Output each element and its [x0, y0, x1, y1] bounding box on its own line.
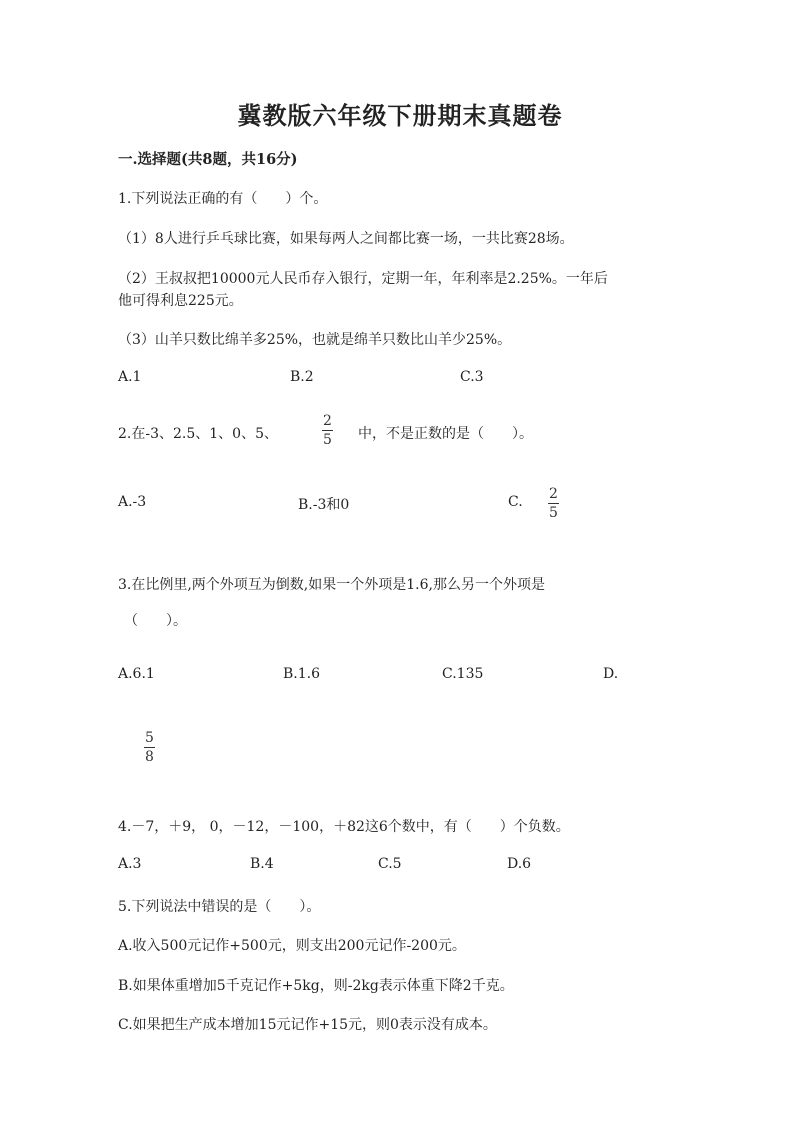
exam-title: 冀教版六年级下册期末真题卷 [237, 101, 563, 130]
q1-statement-2: （2）王叔叔把10000元人民币存入银行，定期一年，年利率是2.25%。一年后 [118, 271, 608, 287]
fraction-bar [144, 747, 155, 748]
q3-option-d: D. [603, 666, 619, 682]
q1-statement-2-cont: 他可得利息225元。 [118, 293, 243, 309]
q4-option-c: C.5 [378, 856, 402, 872]
q4-stem: 4.－7，＋9， 0，－12，－100，＋82这6个数中，有（ ）个负数。 [118, 819, 570, 835]
q2-option-a: A.-3 [118, 494, 147, 510]
q5-option-a: A.收入500元记作+500元，则支出200元记作-200元。 [118, 938, 466, 954]
q5-option-b: B.如果体重增加5千克记作+5kg，则-2kg表示体重下降2千克。 [118, 978, 514, 994]
q2-fraction [322, 414, 333, 447]
q1-option-c: C.3 [460, 369, 484, 385]
q2-fraction-numerator: 2 [323, 413, 332, 429]
q3-option-c: C.135 [442, 666, 484, 682]
q1-option-b: B.2 [290, 369, 314, 385]
q1-statement-1: （1）8人进行乒乓球比赛，如果每两人之间都比赛一场，一共比赛28场。 [118, 231, 574, 247]
q4-option-a: A.3 [118, 856, 142, 872]
q3-option-d-denominator: 8 [145, 749, 154, 765]
q2-option-c: C. [508, 494, 523, 510]
q3-option-a: A.6.1 [118, 666, 155, 682]
q2-fraction-denominator: 5 [323, 432, 332, 448]
q2-option-b: B.-3和0 [298, 497, 350, 513]
fraction-bar [548, 503, 559, 504]
q3-stem-cont: （ ）。 [124, 613, 187, 629]
q3-option-d-numerator: 5 [145, 730, 154, 746]
q2-option-c-numerator: 2 [549, 486, 558, 502]
q2-stem-cont: 中，不是正数的是（ ）。 [358, 426, 533, 442]
q4-option-d: D.6 [507, 856, 532, 872]
q2-option-c-fraction [548, 487, 559, 520]
q1-option-a: A.1 [118, 369, 142, 385]
q4-option-b: B.4 [250, 856, 274, 872]
q2-option-c-denominator: 5 [549, 505, 558, 521]
q1-statement-3: （3）山羊只数比绵羊多25%，也就是绵羊只数比山羊少25%。 [118, 332, 512, 348]
q3-option-d-fraction [144, 731, 155, 764]
q5-stem: 5.下列说法中错误的是（ ）。 [118, 899, 321, 915]
q3-option-b: B.1.6 [283, 666, 321, 682]
q1-stem: 1.下列说法正确的有（ ）个。 [118, 191, 328, 207]
q5-option-c: C.如果把生产成本增加15元记作+15元，则0表示没有成本。 [118, 1017, 497, 1033]
q3-stem: 3.在比例里,两个外项互为倒数,如果一个外项是1.6,那么另一个外项是 [118, 577, 545, 593]
q2-stem: 2.在-3、2.5、1、0、5、 [118, 426, 278, 442]
section-heading: 一.选择题(共8题，共16分) [118, 151, 298, 168]
fraction-bar [322, 430, 333, 431]
